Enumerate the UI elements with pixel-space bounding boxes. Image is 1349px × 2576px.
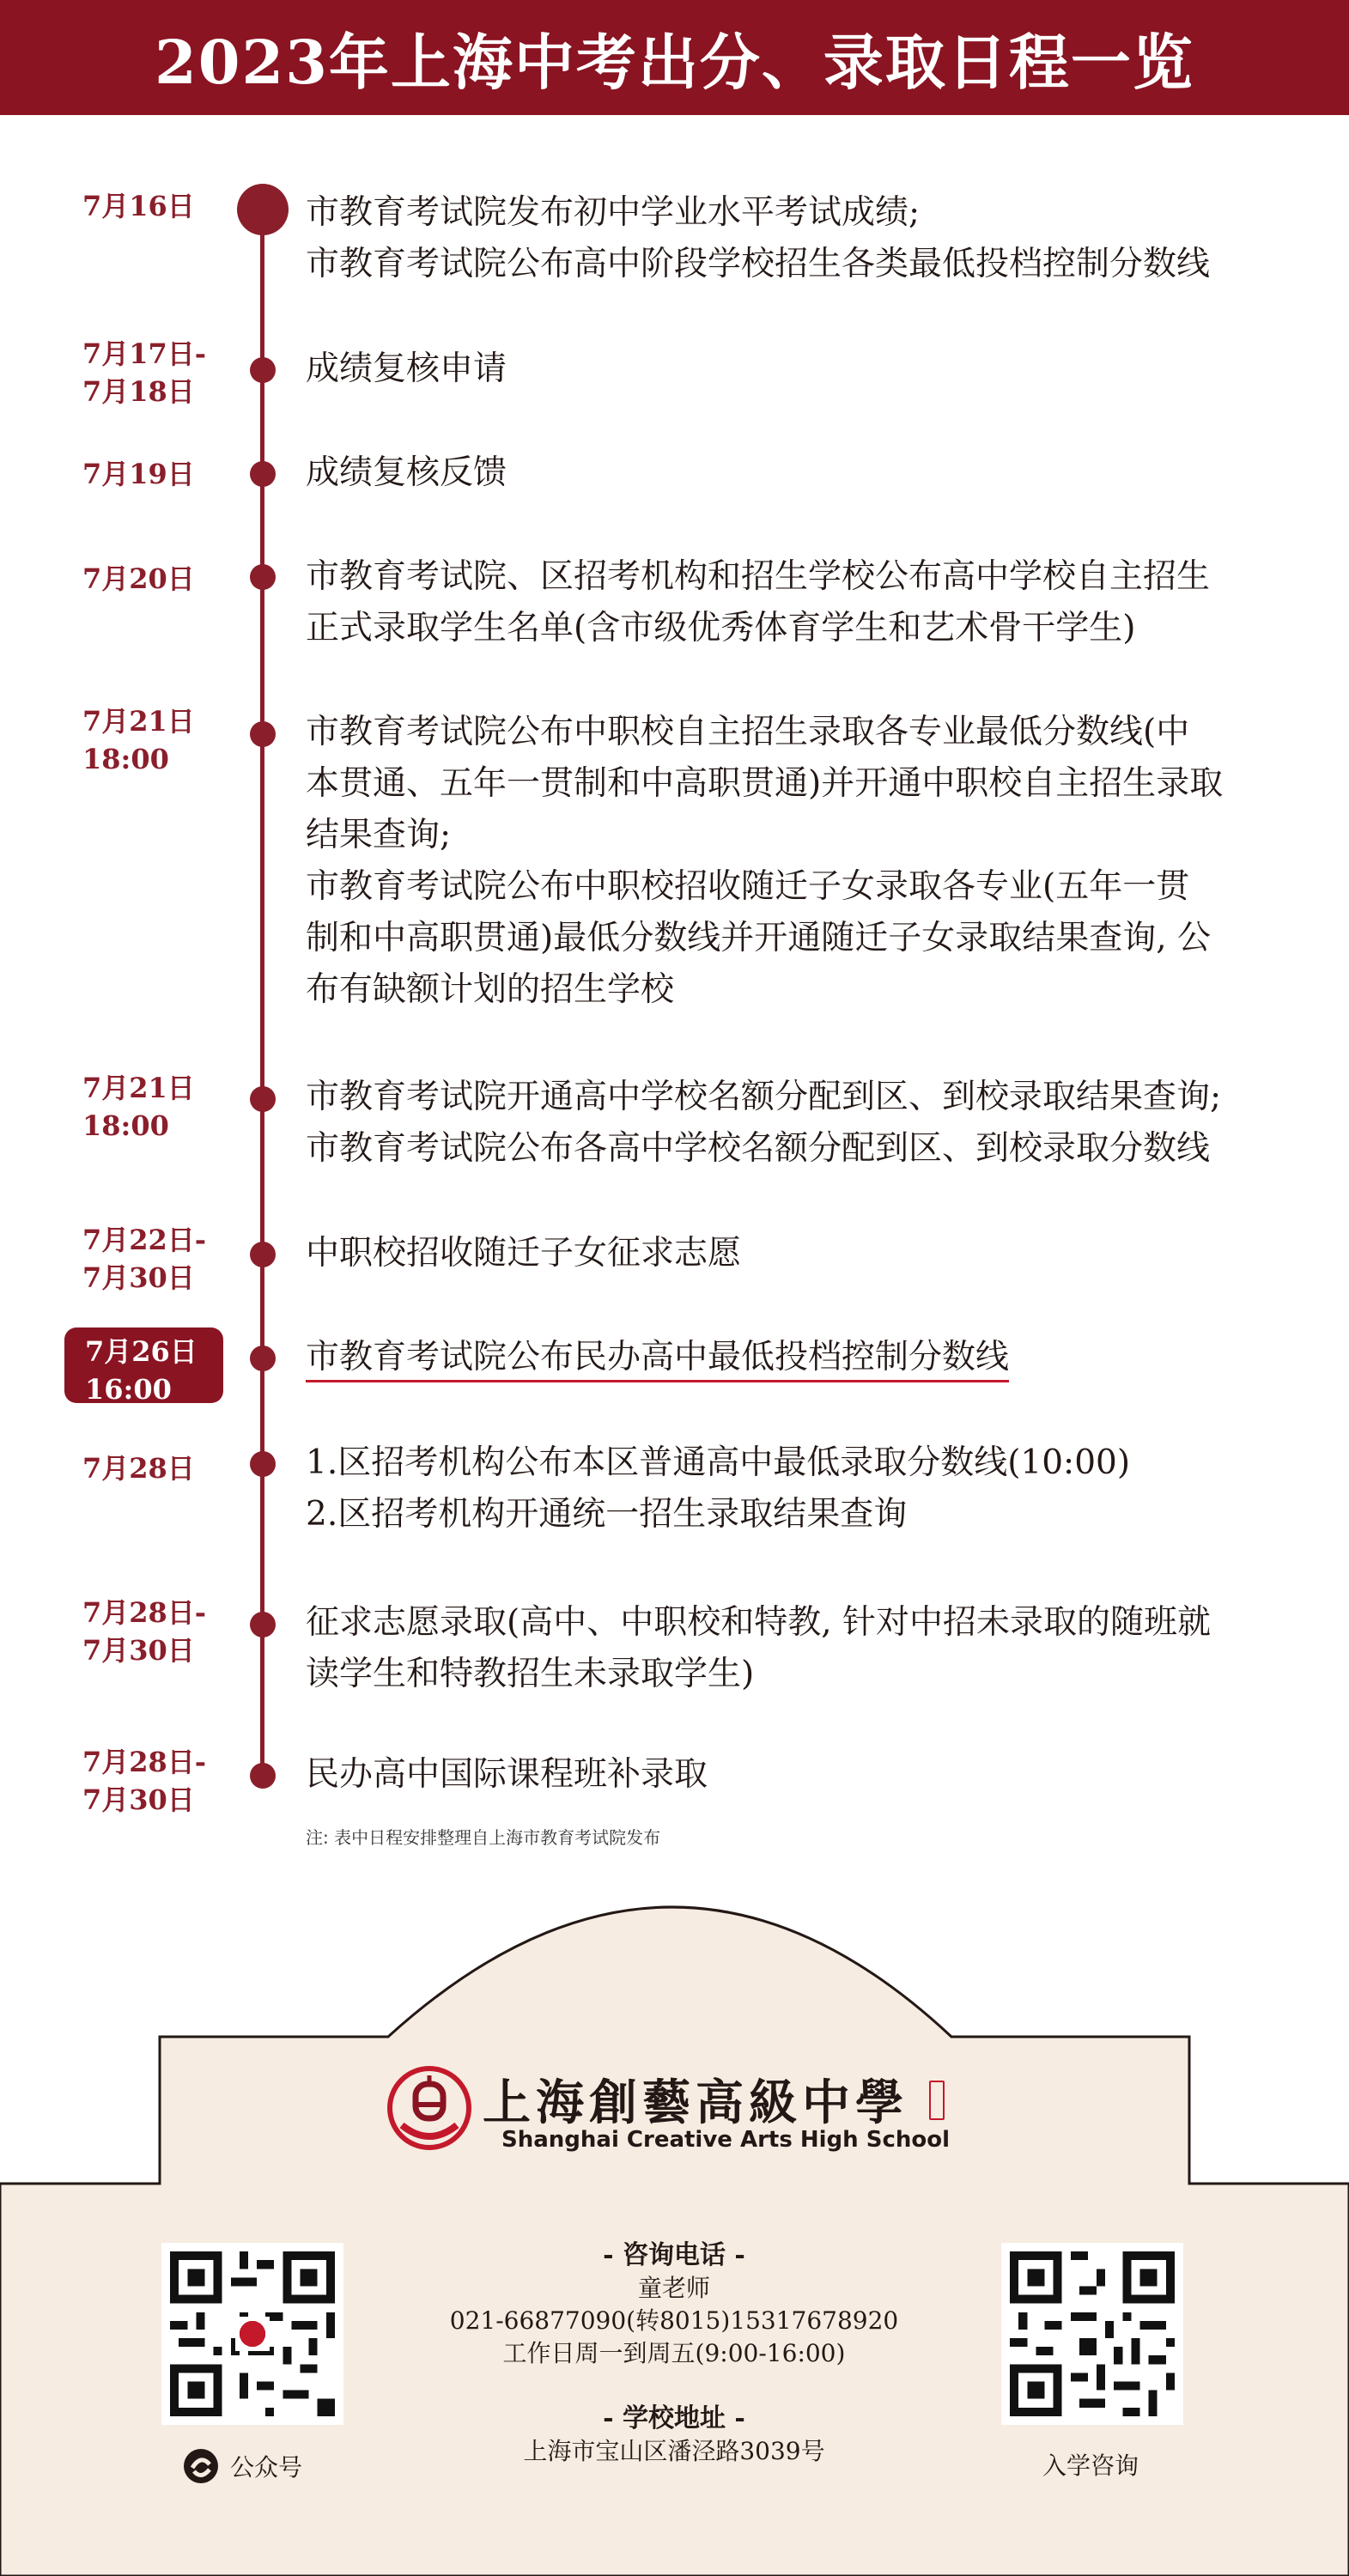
timeline-dot bbox=[250, 1086, 276, 1112]
wechat-channel-icon bbox=[182, 2447, 220, 2485]
page-title: 2023年上海中考出分、录取日程一览 bbox=[155, 26, 1194, 98]
timeline-dot bbox=[237, 184, 289, 235]
school-emblem-icon bbox=[386, 2065, 472, 2151]
entry-description: 民办高中国际课程班补录取 bbox=[306, 1755, 708, 1794]
contact-hours: 工作日周一到周五(9:00-16:00) bbox=[502, 2339, 846, 2367]
phone-title: - 咨询电话 - bbox=[603, 2240, 745, 2270]
entry-date: 7月21日 18:00 bbox=[82, 1072, 195, 1142]
timeline-dot bbox=[250, 1451, 276, 1477]
timeline-dot bbox=[250, 1612, 276, 1637]
school-logo bbox=[386, 2065, 987, 2160]
entry-date: 7月28日- 7月30日 bbox=[82, 1746, 207, 1816]
school-name-en: Shanghai Creative Arts High School bbox=[501, 2127, 951, 2153]
timeline-dot bbox=[250, 1346, 276, 1371]
seal-stamp bbox=[929, 2081, 945, 2120]
entry-date: 7月19日 bbox=[82, 458, 195, 490]
qr-code-icon bbox=[161, 2243, 343, 2425]
timeline-dot bbox=[250, 461, 276, 487]
entry-description: 成绩复核反馈 bbox=[306, 453, 507, 492]
entry-date: 7月22日- 7月30日 bbox=[82, 1224, 207, 1294]
source-note: 注: 表中日程安排整理自上海市教育考试院发布 bbox=[306, 1827, 661, 1848]
entry-description: 市教育考试院公布民办高中最低投档控制分数线 bbox=[306, 1332, 1285, 1383]
address-title: - 学校地址 - bbox=[603, 2403, 745, 2433]
entry-date: 7月16日 bbox=[82, 190, 195, 222]
entry-description: 市教育考试院公布中职校自主招生录取各专业最低分数线(中 本贯通、五年一贯制和中高职贯通)并开通中职校自主招生录取 结果查询; 市教育考试院公布中职校招收随迁子女录取各专业(五年一贯 制和中高职贯通)最低分数线并开通随迁子女录取结果查询, 公 布有缺额计划的招生学校 bbox=[306, 713, 1224, 1009]
entry-date: 7月21日 18:00 bbox=[82, 705, 195, 775]
entry-description: 成绩复核申请 bbox=[306, 349, 507, 388]
entry-date: 7月20日 bbox=[82, 562, 195, 595]
qr-right-label: 入学咨询 bbox=[1042, 2451, 1139, 2480]
contact-teacher: 童老师 bbox=[637, 2274, 710, 2302]
qr-code-icon bbox=[1001, 2243, 1183, 2425]
timeline-line bbox=[260, 206, 264, 1777]
school-address: 上海市宝山区潘泾路3039号 bbox=[523, 2437, 825, 2465]
qr-left-label: 公众号 bbox=[230, 2453, 303, 2482]
qr-code-admission[interactable] bbox=[1001, 2243, 1183, 2425]
entry-description: 1.区招考机构公布本区普通高中最低录取分数线(10:00) 2.区招考机构开通统一招生录取结果查询 bbox=[306, 1443, 1131, 1534]
entry-description: 征求志愿录取(高中、中职校和特教, 针对中招未录取的随班就 读学生和特教招生未录取学生) bbox=[306, 1603, 1212, 1693]
school-name-cn: 上海創藝高級中學 bbox=[483, 2075, 908, 2131]
contact-info bbox=[404, 2239, 945, 2468]
timeline-dot bbox=[250, 721, 276, 747]
timeline-dot bbox=[250, 564, 276, 590]
entry-description: 市教育考试院开通高中学校名额分配到区、到校录取结果查询; 市教育考试院公布各高中学校名额分配到区、到校录取分数线 bbox=[306, 1078, 1222, 1168]
entry-description: 市教育考试院发布初中学业水平考试成绩; 市教育考试院公布高中阶段学校招生各类最低投档控制分数线 bbox=[306, 193, 1211, 283]
page-header bbox=[0, 0, 1349, 115]
timeline-dot bbox=[250, 1242, 276, 1267]
timeline-dot bbox=[250, 357, 276, 383]
entry-date: 7月28日- 7月30日 bbox=[82, 1596, 207, 1667]
contact-phone[interactable]: 021-66877090(转8015)15317678920 bbox=[449, 2306, 899, 2335]
entry-description: 中职校招收随迁子女征求志愿 bbox=[306, 1234, 742, 1273]
qr-code-wechat[interactable] bbox=[161, 2243, 343, 2425]
entry-date: 7月17日- 7月18日 bbox=[82, 337, 207, 408]
timeline-dot bbox=[250, 1763, 276, 1789]
qr-left-caption bbox=[182, 2447, 302, 2485]
entry-date-badge: 7月26日 16:00 bbox=[64, 1327, 223, 1403]
entry-date: 7月28日 bbox=[82, 1452, 195, 1485]
entry-description: 市教育考试院、区招考机构和招生学校公布高中学校自主招生 正式录取学生名单(含市级优秀体育学生和艺术骨干学生) bbox=[306, 557, 1211, 647]
